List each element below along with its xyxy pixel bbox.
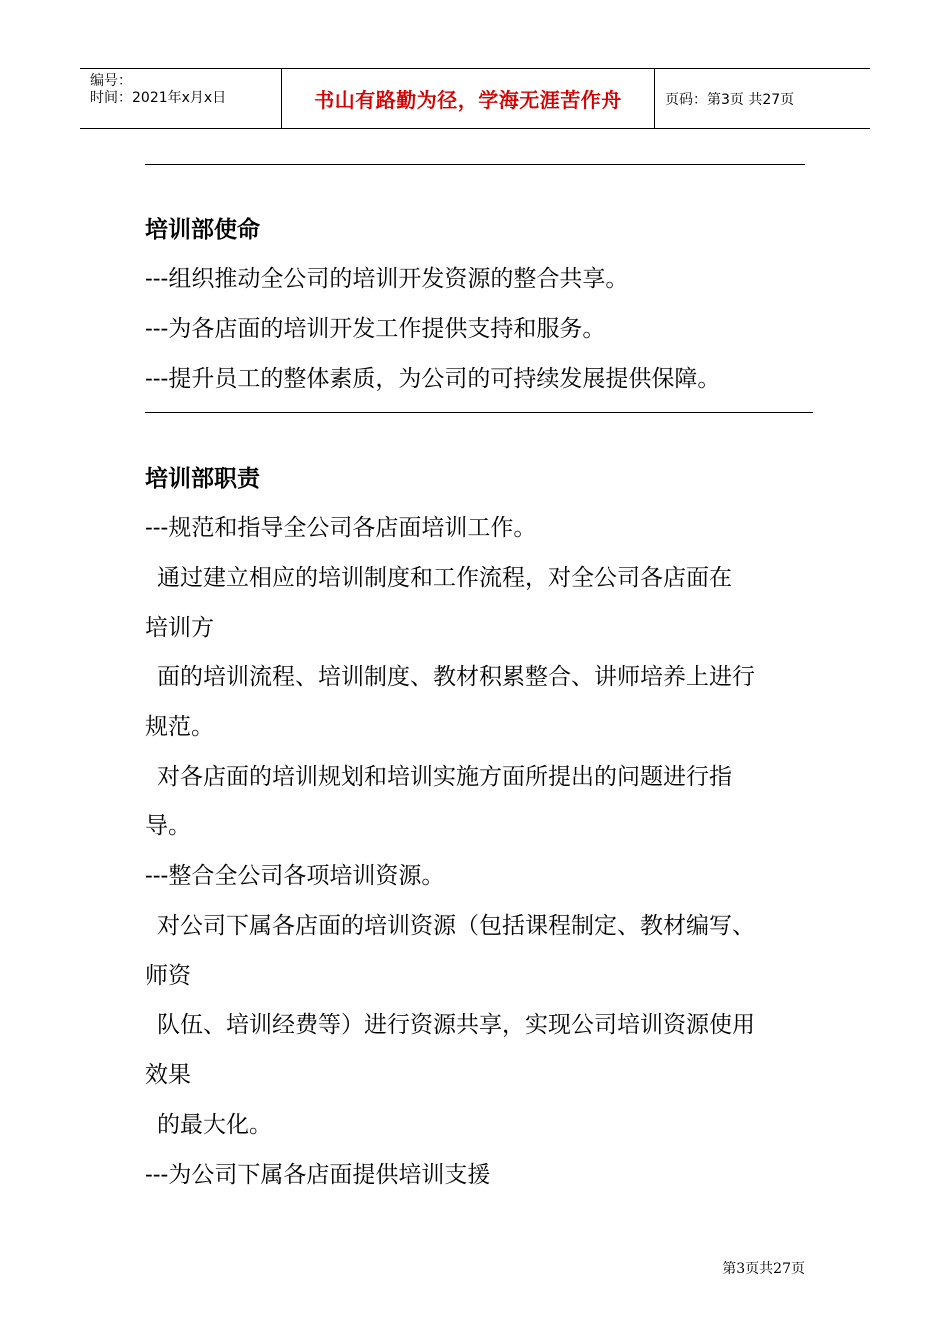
header-motto: 书山有路勤为径，学海无涯苦作舟 <box>314 88 622 112</box>
duties-line: 效果 <box>145 1062 191 1088</box>
section-divider <box>145 412 813 413</box>
header-page-cell <box>655 69 870 128</box>
duties-line: 对各店面的培训规划和培训实施方面所提出的问题进行指 <box>157 764 732 790</box>
page-header <box>80 68 870 129</box>
page-footer: 第3页共27页 <box>722 1261 805 1277</box>
duties-line: 导。 <box>145 813 191 839</box>
duties-line: 对公司下属各店面的培训资源（包括课程制定、教材编写、 <box>157 913 755 939</box>
duties-line: 队伍、培训经费等）进行资源共享，实现公司培训资源使用 <box>157 1012 755 1038</box>
duties-line: 培训方 <box>145 615 214 641</box>
duties-line: ---规范和指导全公司各店面培训工作。 <box>145 515 537 541</box>
duties-line: 通过建立相应的培训制度和工作流程，对全公司各店面在 <box>157 565 732 591</box>
mission-line: ---为各店面的培训开发工作提供支持和服务。 <box>145 316 606 342</box>
mission-heading: 培训部使命 <box>145 217 260 243</box>
document-time-label: 时间：2021年x月x日 <box>90 90 227 106</box>
mission-line: ---组织推动全公司的培训开发资源的整合共享。 <box>145 266 629 292</box>
duties-line: 师资 <box>145 963 191 989</box>
duties-line: ---整合全公司各项培训资源。 <box>145 863 445 889</box>
header-meta-cell <box>80 69 282 128</box>
duties-line: 的最大化。 <box>157 1112 272 1138</box>
duties-line: ---为公司下属各店面提供培训支援 <box>145 1162 491 1188</box>
header-page-info: 页码：第3页 共27页 <box>665 91 795 108</box>
duties-line: 面的培训流程、培训制度、教材积累整合、讲师培养上进行 <box>157 664 755 690</box>
top-divider <box>145 164 805 165</box>
document-number-label: 编号： <box>90 73 132 89</box>
duties-line: 规范。 <box>145 714 214 740</box>
header-motto-cell <box>282 69 655 128</box>
duties-heading: 培训部职责 <box>145 466 260 492</box>
mission-line: ---提升员工的整体素质，为公司的可持续发展提供保障。 <box>145 366 721 392</box>
